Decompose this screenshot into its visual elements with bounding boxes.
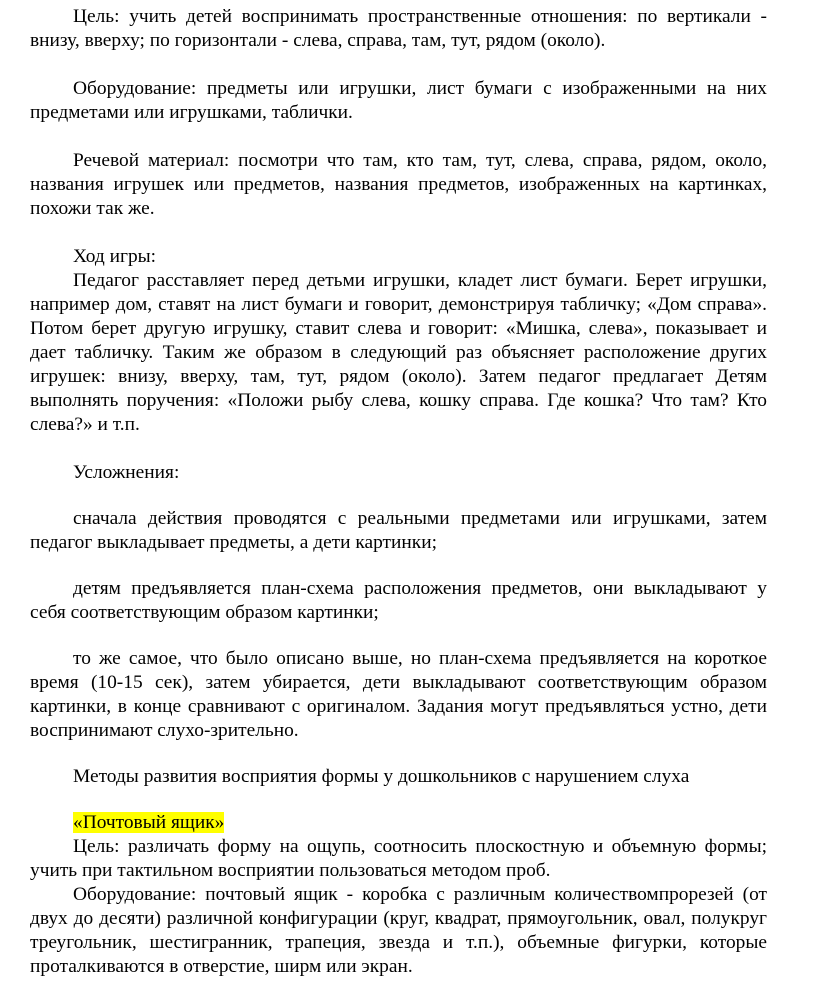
goal-paragraph-1: Цель: учить детей воспринимать пространственные отношения: по вертикали - внизу, вверху; по горизонтали - слева, справа, там, тут, рядом (около). bbox=[30, 6, 767, 51]
complication-item-1: сначала действия проводятся с реальными предметами или игрушками, затем педагог выкладывает предметы, а дети картинки; bbox=[30, 508, 767, 553]
equipment-paragraph-2: Оборудование: почтовый ящик - коробка с различным количествомпрорезей (от двух до десяти) различной конфигурации (круг, квадрат, прямоугольник, овал, полукруг треугольник, шестигранник, трапеция, звезда и т.п.), объемные фигурки, которые проталкиваются в отверстие, ширм или экран. bbox=[30, 884, 767, 977]
complication-item-3: то же самое, что было описано выше, но план-схема предъявляется на короткое время (10-15 сек), затем убирается, дети выкладывают соответствующим образом картинки, в конце сравнивают с оригиналом. Задания могут предъявляться устно, дети воспринимают слухо-зрительно. bbox=[30, 648, 767, 741]
goal-paragraph-2: Цель: различать форму на ощупь, соотносить плоскостную и объемную формы; учить при тактильном восприятии пользоваться методом проб. bbox=[30, 836, 767, 881]
methods-heading: Методы развития восприятия формы у дошкольников с нарушением слуха bbox=[73, 766, 690, 787]
equipment-paragraph-1: Оборудование: предметы или игрушки, лист бумаги с изображенными на них предметами или игрушками, таблички. bbox=[30, 78, 767, 123]
document-page bbox=[30, 0, 767, 979]
game-heading: Ход игры: bbox=[73, 246, 157, 267]
game-description-paragraph: Педагог расставляет перед детьми игрушки, кладет лист бумаги. Берет игрушки, например дом, ставят на лист бумаги и говорит, демонстрируя табличку; «Дом справа». Потом берет другую игрушку, ставит слева и говорит: «Мишка, слева», показывает и дает табличку. Таким же образом в следующий раз объясняет расположение других игрушек: внизу, вверху, там, тут, рядом (около). Затем педагог предлагает Детям выполнять поручения: «Положи рыбу слева, кошку справа. Где кошка? Что там? Кто слева?» и т.п. bbox=[30, 270, 767, 435]
speech-material-paragraph: Речевой материал: посмотри что там, кто там, тут, слева, справа, рядом, около, названия игрушек или предметов, названия предметов, изображенных на картинках, похожи так же. bbox=[30, 150, 767, 219]
game2-title-line bbox=[30, 811, 767, 835]
complication-item-2: детям предъявляется план-схема расположения предметов, они выкладывают у себя соответствующим образом картинки; bbox=[30, 578, 767, 623]
complications-heading: Усложнения: bbox=[73, 462, 180, 483]
game2-title-highlight: «Почтовый ящик» bbox=[73, 812, 225, 833]
